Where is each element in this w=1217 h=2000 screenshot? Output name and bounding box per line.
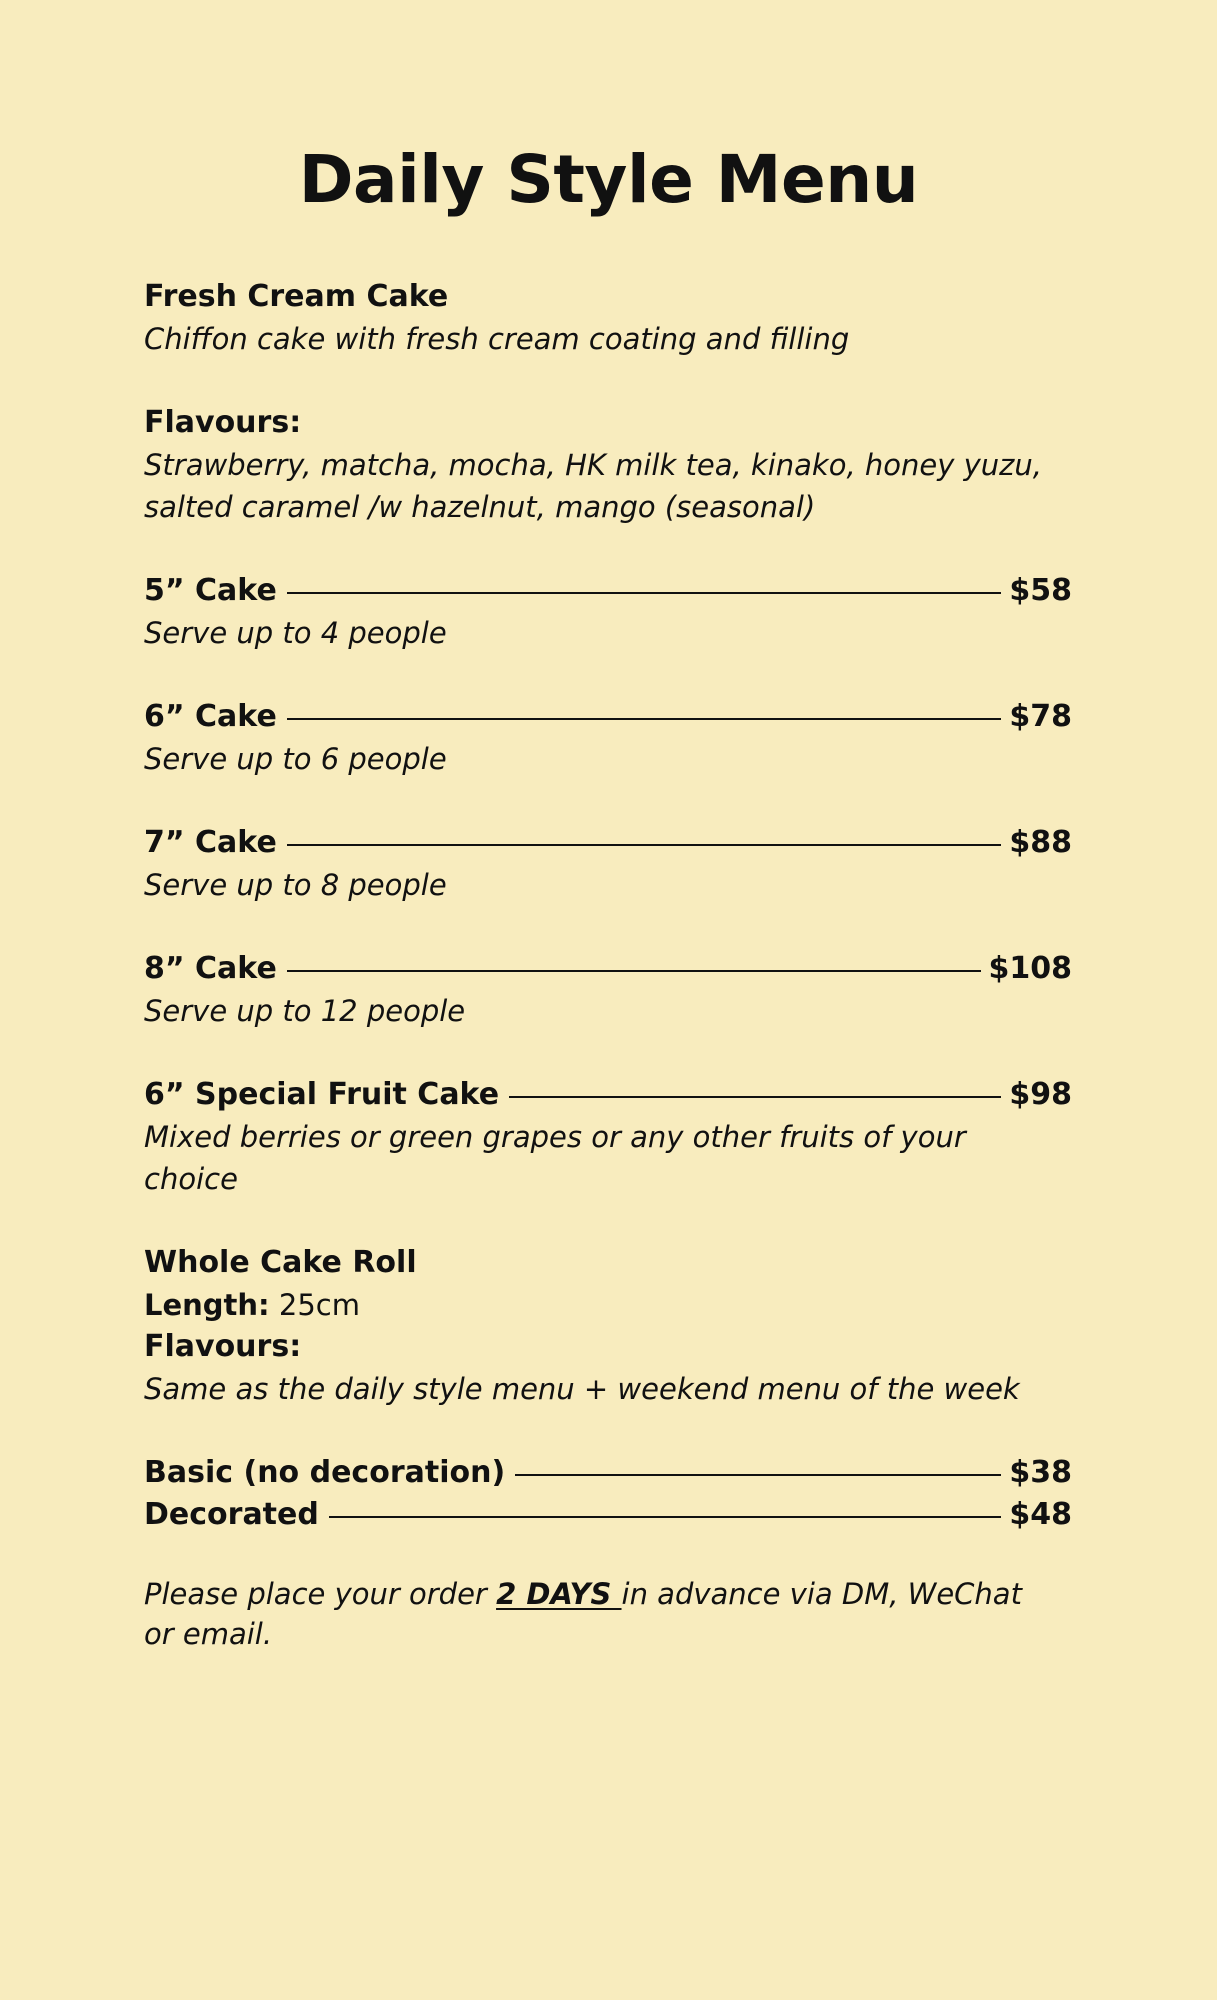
item-serving-note: Serve up to 4 people [144,616,447,650]
item-serving-note: Serve up to 8 people [144,868,447,902]
order-note-after: in advance via DM, WeChat or email. [144,1577,1022,1651]
item-name: 8” Cake [144,951,277,986]
leader-line [509,1096,1001,1098]
item-name: 6” Special Fruit Cake [144,1077,500,1112]
menu-item-5-inch [144,570,1072,612]
fresh-cream-description: Chiffon cake with fresh cream coating and filling [144,322,850,356]
item-price: $108 [988,951,1072,986]
leader-line [287,970,981,972]
item-price: $98 [1009,1077,1072,1112]
cake-roll-option-basic [144,1452,1072,1494]
flavours-line-2: salted caramel /w hazelnut, mango (seasonal) [144,490,816,524]
option-price: $48 [1009,1497,1072,1532]
menu-item-special-fruit [144,1074,1072,1116]
option-name: Decorated [144,1497,319,1532]
item-name: 6” Cake [144,699,277,734]
flavours-line-1: Strawberry, matcha, mocha, HK milk tea, kinako, honey yuzu, [144,448,1042,482]
menu-item-6-inch [144,696,1072,738]
item-serving-note: Serve up to 6 people [144,742,447,776]
page-title: Daily Style Menu [298,141,919,218]
cake-roll-flavours-text: Same as the daily style menu + weekend menu of the week [144,1372,1020,1406]
menu-content [144,276,1072,1654]
item-price: $58 [1009,573,1072,608]
leader-line [287,592,1002,594]
cake-roll-flavours-label: Flavours: [144,1329,302,1364]
item-name: 7” Cake [144,825,277,860]
leader-line [287,844,1002,846]
leader-line [287,718,1002,720]
option-name: Basic (no decoration) [144,1455,506,1490]
cake-roll-length [144,1284,1072,1326]
order-note-before: Please place your order [144,1577,497,1611]
length-value: 25cm [278,1288,360,1322]
item-serving-note: Serve up to 12 people [144,994,466,1028]
cake-roll-heading: Whole Cake Roll [144,1245,417,1280]
order-note-emphasis: 2 DAYS [496,1577,622,1611]
leader-line [515,1474,1001,1476]
leader-line [329,1516,1002,1518]
item-price: $78 [1009,699,1072,734]
menu-item-8-inch [144,948,1072,990]
order-note [144,1574,1024,1654]
fresh-cream-heading: Fresh Cream Cake [144,279,449,314]
item-serving-note: Mixed berries or green grapes or any other fruits of your choice [144,1120,966,1196]
option-price: $38 [1009,1455,1072,1490]
cake-roll-option-decorated [144,1494,1072,1536]
length-label: Length: [144,1288,270,1322]
flavours-label: Flavours: [144,405,302,440]
item-name: 5” Cake [144,573,277,608]
menu-item-7-inch [144,822,1072,864]
item-price: $88 [1009,825,1072,860]
